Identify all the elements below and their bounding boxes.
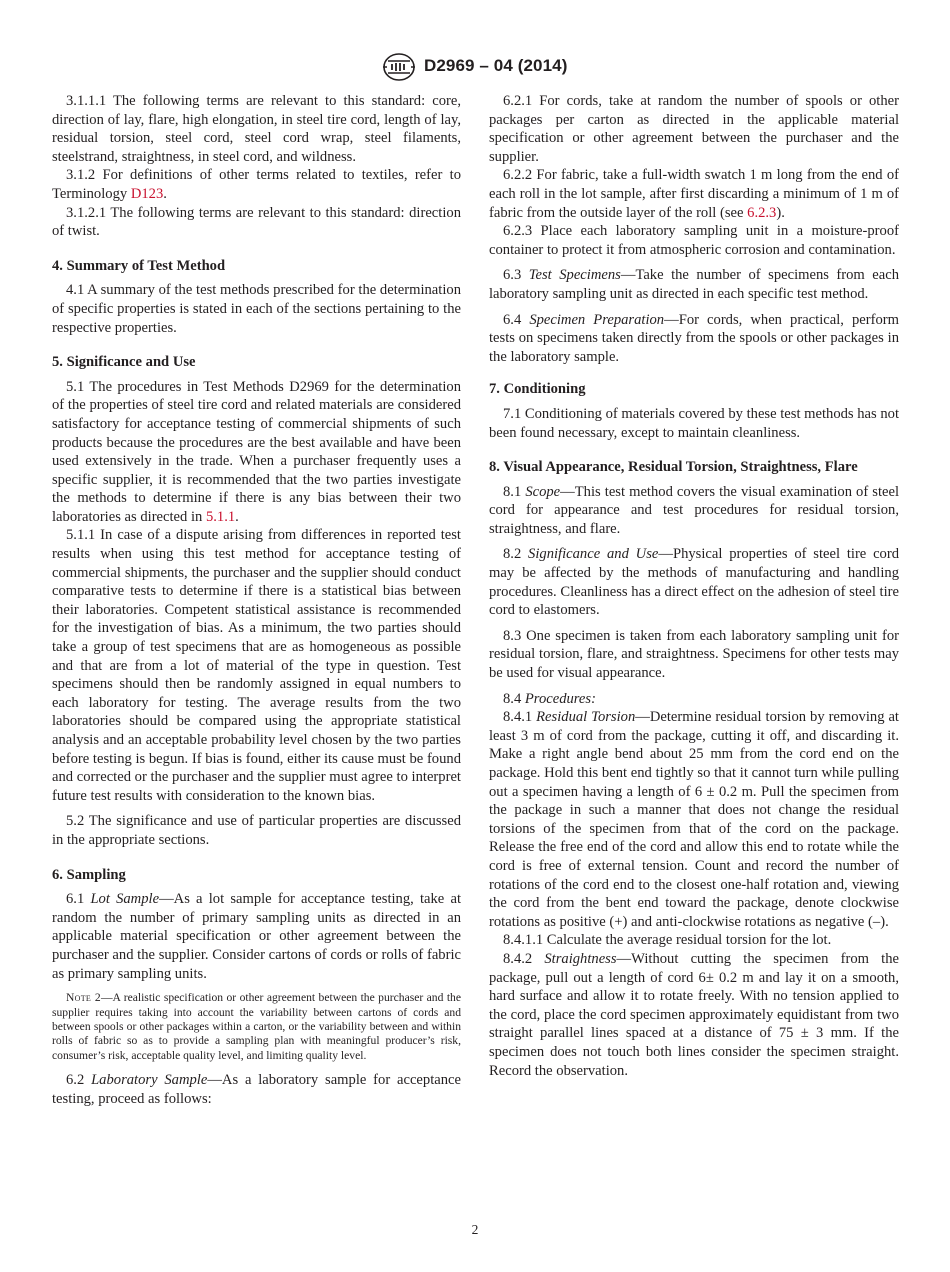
paragraph-6-1: 6.1 Lot Sample—As a lot sample for acceptance testing, take at random the number of primary sampling units as directed in an applicable material specification or other agreement between the purchaser and the supplier. Consider cartons of cords or rolls of fabric as primary sampling units. — [52, 891, 462, 982]
paragraph-6-2-3: 6.2.3 Place each laboratory sampling unit in a moisture-proof container to protect it from atmospheric corrosion and contamination. — [489, 223, 899, 258]
heading-section-8: 8. Visual Appearance, Residual Torsion, Straightness, Flare — [489, 459, 858, 476]
page-header — [0, 50, 950, 84]
paragraph-8-4-1-1: 8.4.1.1 Calculate the average residual torsion for the lot. — [503, 932, 832, 949]
paragraph-3-1-1-1: 3.1.1.1 The following terms are relevant to this standard: core, direction of lay, flare, high elongation, in steel tire cord, length of lay, residual torsion, steel cord, steel cord wrap, steel filaments, steelstrand, straightness, in steel cord, and wildness. — [52, 93, 461, 165]
paragraph-8-1: 8.1 Scope—This test method covers the visual examination of steel cord for appearance and test procedures for residual torsion, straightness, and flare. — [489, 483, 900, 537]
heading-section-5: 5. Significance and Use — [52, 354, 196, 371]
note-2: Note 2—A realistic specification or other agreement between the purchaser and the supplier requires taking into account the variability between cartons of cords and between spools or other packages within a carton, or the variability between and within rolls of fabric so as to provide a sampling plan with meaningful producer’s risk, consumer’s risk, acceptable quality level, and limiting quality level. — [52, 991, 461, 1062]
paragraph-5-2: 5.2 The significance and use of particular properties are discussed in the appropriate sections. — [52, 813, 461, 848]
page-number: 2 — [471, 1222, 479, 1237]
astm-logo-icon — [381, 52, 417, 82]
paragraph-4-1: 4.1 A summary of the test methods prescribed for the determination of specific properties is stated in each of the sections pertaining to the respective properties. — [52, 282, 461, 336]
paragraph-5-1-1: 5.1.1 In case of a dispute arising from differences in reported test results when using this test method for acceptance testing of commercial shipments, the purchaser and the supplier should conduct comparative tests to determine if there is a statistical bias between their laboratories. Competent statistical assistance is recommended for the investigation of bias. As a minimum, the two parties should take a group of test specimens that are as homogeneous as possible and that are from a lot of material of the type in question. Test specimens should then be randomly assigned in equal numbers to each laboratory for testing. The average results from the two laboratories should be compared using the appropriate statistical analysis and an acceptable probability level chosen by the two parties before testing is begun. If bias is found, either its cause must be found and corrected or the purchaser and the supplier must agree to interpret future test results with consideration to the known bias. — [52, 527, 461, 804]
right-column — [489, 92, 899, 1080]
link-6-2-3[interactable]: 6.2.3 — [747, 204, 777, 221]
link-5-1-1[interactable]: 5.1.1 — [205, 508, 236, 525]
document-designation: D2969 – 04 (2014) — [424, 56, 568, 75]
paragraph-8-4-1: 8.4.1 Residual Torsion—Determine residual torsion by removing at least 3 m of cord from the package, cutting it off, and discarding it. Make a right angle bend about 25 mm from the cord end on the package. Hold this bent end tightly so that it cannot turn while pulling out a specimen having a length of 6 ± 0.2 m. Pull the specimen from the package in such a manner that does not change the residual torsions of the specimen from that of the cord on the package. Release the free end of the cord and allow this end to rotate while the cord is free of external tension. Count and record the number of rotations of the cord end to the closest one-half rotation and, viewing the cord from the bent end toward the package, denote clockwise rotations as positive (+) and anti-clockwise rotations as negative (–). — [489, 709, 899, 930]
paragraph-6-4: 6.4 Specimen Preparation—For cords, when practical, perform tests on specimens taken directly from the spools or other packages in the laboratory sample. — [489, 311, 899, 365]
paragraph-6-3: 6.3 Test Specimens—Take the number of specimens from each laboratory sampling unit as directed in each specific test method. — [489, 267, 900, 302]
paragraph-8-2: 8.2 Significance and Use—Physical properties of steel tire cord may be affected by the methods of manufacturing and handling procedures. Cleanliness has a direct effect on the adhesion of steel tire cord to elastomers. — [489, 546, 900, 619]
paragraph-5-1: 5.1 The procedures in Test Methods D2969 for the determination of the properties of steel tire cord and related materials are considered satisfactory for acceptance testing of commercial shipments of such products because the procedures are the best available and have been used extensively in the trade. When a purchaser frequently uses a specific supplier, it is recommended that the two parties investigate the methods to determine if there is any bias between their two laboratories as directed in 5.1.1. — [52, 378, 461, 525]
paragraph-6-2-2: 6.2.2 For fabric, take a full-width swatch 1 m long from the end of each roll in the lot sample, after first discarding a minimum of 1 m of fabric from the outside layer of the roll (see 6.2.3). — [489, 167, 899, 221]
paragraph-3-1-2-1: 3.1.2.1 The following terms are relevant to this standard: direction of twist. — [52, 204, 461, 240]
paragraph-8-3: 8.3 One specimen is taken from each laboratory sampling unit for residual torsion, flare, and straightness. Specimens for other tests may be used for visual appearance. — [489, 627, 899, 682]
paragraph-6-2-1: 6.2.1 For cords, take at random the number of spools or other packages per carton as directed in the applicable material specification or other agreement between the purchaser and the supplier. — [489, 93, 899, 165]
heading-section-7: 7. Conditioning — [489, 381, 586, 398]
link-d123[interactable]: D123 — [130, 185, 164, 202]
left-column — [52, 92, 461, 1108]
paragraph-7-1: 7.1 Conditioning of materials covered by these test methods has not been found necessary, except to maintain cleanliness. — [489, 405, 899, 441]
paragraph-6-2: 6.2 Laboratory Sample—As a laboratory sample for acceptance testing, proceed as follows: — [52, 1072, 461, 1107]
paragraph-3-1-2: 3.1.2 For definitions of other terms related to textiles, refer to Terminology D123. — [52, 167, 461, 202]
paragraph-8-4: 8.4 Procedures: — [503, 690, 596, 707]
heading-section-6: 6. Sampling — [52, 866, 126, 883]
heading-section-4: 4. Summary of Test Method — [52, 257, 226, 274]
paragraph-8-4-2: 8.4.2 Straightness—Without cutting the specimen from the package, pull out a length of cord 6± 0.2 m and lay it on a smooth, hard surface and allow it to rotate freely. With no tension applied to the cord, place the cord specimen approximately equidistant from two straight parallel lines spaced at a distance of 75 ± 3 mm. If the specimen does not touch both lines consider the specimen straight. Record the observation. — [489, 950, 899, 1079]
